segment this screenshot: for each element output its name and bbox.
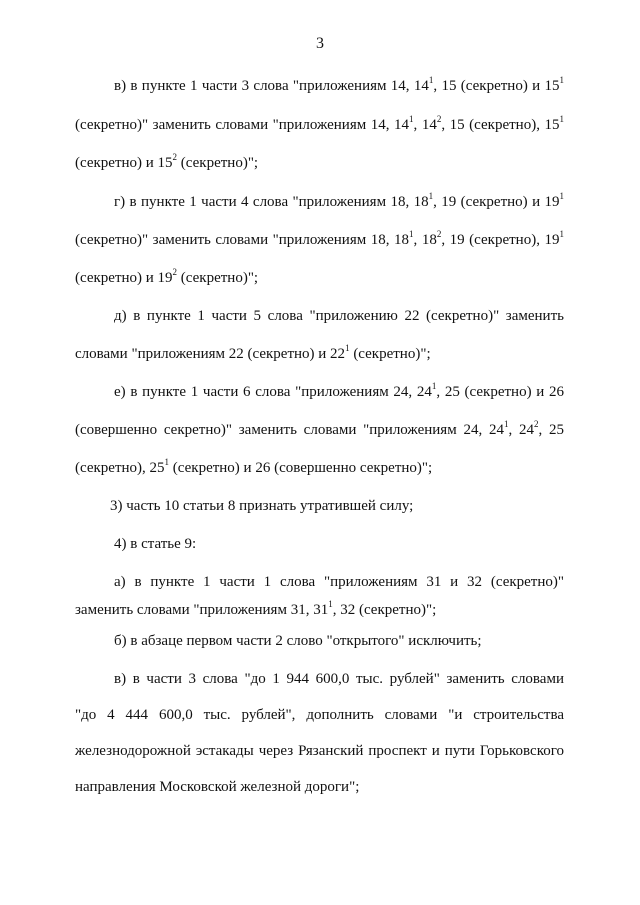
paragraph-line: (секретно)" заменить словами "приложениям 18, $18^1$, $18^2$, 19 (секретно), $19^1$ (75, 229, 564, 248)
paragraph-line: д) в пункте 1 части 5 слова "приложению 22 (секретно)" заменить (114, 308, 564, 324)
paragraph-line: (секретно)" заменить словами "приложениям 14, $14^1$, $14^2$, 15 (секретно), $15^1$ (75, 114, 564, 133)
paragraph-line: "до 4 444 600,0 тыс. рублей", дополнить словами "и строительства (75, 707, 564, 723)
paragraph-line: направления Московской железной дороги"; (75, 779, 360, 795)
paragraph-line: 4) в статье 9: (114, 536, 197, 552)
paragraph-line: в) в пункте 1 части 3 слова "приложениям 14, $14^1$, 15 (секретно) и $15^1$ (114, 75, 564, 94)
paragraph-line: (секретно) и $19^2$ (секретно)"; (75, 267, 259, 286)
paragraph-line: а) в пункте 1 части 1 слова "приложениям 31 и 32 (секретно)" (114, 574, 564, 590)
paragraph-line: заменить словами "приложениям 31, $31^1$, 32 (секретно)"; (75, 599, 437, 618)
paragraph-line: е) в пункте 1 части 6 слова "приложениям 24, $24^1$, 25 (секретно) и 26 (114, 381, 565, 400)
paragraph-line: в) в части 3 слова "до 1 944 600,0 тыс. рублей" заменить словами (114, 671, 564, 687)
paragraph-line: (совершенно секретно)" заменить словами "приложениям 24, $24^1$, $24^2$, 25 (75, 419, 565, 438)
paragraph-line: железнодорожной эстакады через Рязанский проспект и пути Горьковского (75, 743, 564, 759)
paragraph-line: (секретно) и $15^2$ (секретно)"; (75, 152, 259, 171)
paragraph-line: б) в абзаце первом части 2 слово "открытого" исключить; (114, 633, 482, 649)
paragraph-line: (секретно), $25^1$ (секретно) и 26 (совершенно секретно)"; (75, 457, 433, 476)
page-number: 3 (316, 35, 324, 52)
paragraph-line: г) в пункте 1 части 4 слова "приложениям 18, $18^1$, 19 (секретно) и $19^1$ (114, 191, 564, 210)
paragraph-line: 3) часть 10 статьи 8 признать утратившей силу; (110, 498, 414, 514)
paragraph-line: словами "приложениям 22 (секретно) и $22^1$ (секретно)"; (75, 343, 431, 362)
